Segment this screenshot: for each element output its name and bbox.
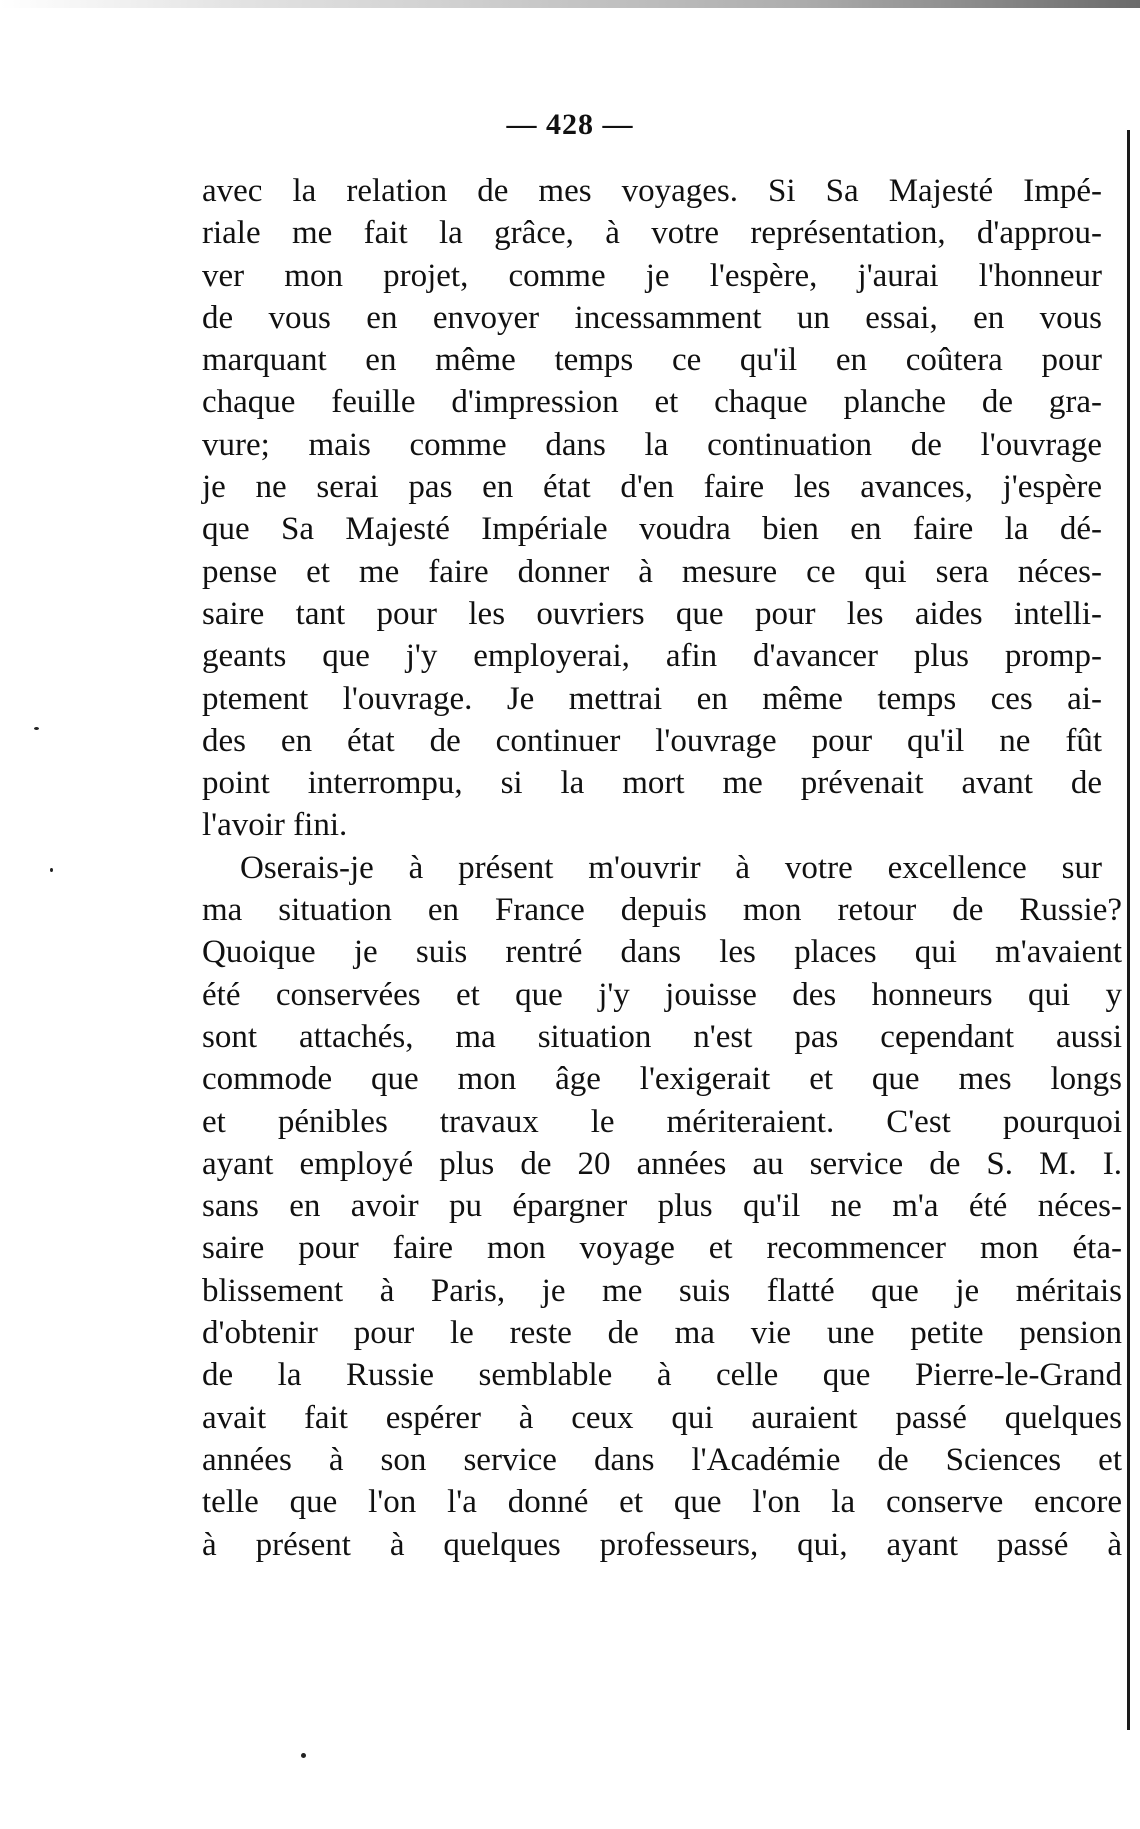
text-line: d'obtenir pour le reste de ma vie une petite pension bbox=[202, 1315, 1122, 1352]
text-line: que Sa Majesté Impériale voudra bien en faire la dé- bbox=[202, 511, 1102, 548]
text-line: saire pour faire mon voyage et recommencer mon éta- bbox=[202, 1230, 1122, 1267]
text-line: riale me fait la grâce, à votre représentation, d'approu- bbox=[202, 215, 1102, 252]
paragraph-2 bbox=[202, 847, 1122, 1566]
scan-top-edge bbox=[0, 0, 1140, 8]
text-line: de vous en envoyer incessamment un essai, en vous bbox=[202, 299, 1102, 336]
text-line: ptement l'ouvrage. Je mettrai en même temps ces ai- bbox=[202, 680, 1102, 717]
text-line: marquant en même temps ce qu'il en coûtera pour bbox=[202, 342, 1102, 379]
text-line: je ne serai pas en état d'en faire les avances, j'espère bbox=[202, 469, 1102, 506]
text-line: de la Russie semblable à celle que Pierre-le-Grand bbox=[202, 1357, 1122, 1394]
text-line: des en état de continuer l'ouvrage pour qu'il ne fût bbox=[202, 722, 1102, 759]
text-line: été conservées et que j'y jouisse des honneurs qui y bbox=[202, 976, 1122, 1013]
text-line: saire tant pour les ouvriers que pour les aides intelli- bbox=[202, 595, 1102, 632]
text-line: chaque feuille d'impression et chaque planche de gra- bbox=[202, 384, 1102, 421]
page-number: — 428 — bbox=[506, 108, 634, 141]
scan-right-edge bbox=[1127, 130, 1130, 1730]
dust-speck bbox=[301, 1753, 306, 1758]
text-line: l'avoir fini. bbox=[202, 807, 348, 844]
text-line: pense et me faire donner à mesure ce qui sera néces- bbox=[202, 553, 1102, 590]
text-line: ver mon projet, comme je l'espère, j'aurai l'honneur bbox=[202, 257, 1102, 294]
paragraph-1 bbox=[202, 170, 1102, 847]
text-line: telle que l'on l'a donné et que l'on la conserve encore bbox=[202, 1484, 1122, 1521]
text-line: avec la relation de mes voyages. Si Sa Majesté Impé- bbox=[202, 173, 1102, 209]
text-line: blissement à Paris, je me suis flatté que je méritais bbox=[202, 1272, 1122, 1309]
text-line: avait fait espérer à ceux qui auraient passé quelques bbox=[202, 1399, 1122, 1436]
text-line: vure; mais comme dans la continuation de l'ouvrage bbox=[202, 426, 1102, 463]
text-line: à présent à quelques professeurs, qui, ayant passé à bbox=[202, 1526, 1122, 1563]
text-line: sont attachés, ma situation n'est pas cependant aussi bbox=[202, 1018, 1122, 1055]
body-text bbox=[202, 170, 1122, 1566]
text-line: geants que j'y employerai, afin d'avancer plus promp- bbox=[202, 638, 1102, 675]
text-line: ayant employé plus de 20 années au service de S. M. I. bbox=[202, 1145, 1122, 1182]
dust-speck bbox=[50, 868, 53, 872]
dust-speck bbox=[34, 727, 39, 730]
text-line: sans en avoir pu épargner plus qu'il ne m'a été néces- bbox=[202, 1188, 1122, 1225]
text-line: Oserais-je à présent m'ouvrir à votre excellence sur bbox=[240, 849, 1102, 886]
text-line: ma situation en France depuis mon retour de Russie? bbox=[202, 892, 1122, 929]
text-line: Quoique je suis rentré dans les places qui m'avaient bbox=[202, 934, 1122, 971]
text-line: et pénibles travaux le mériteraient. C'est pourquoi bbox=[202, 1103, 1122, 1140]
text-line: commode que mon âge l'exigerait et que mes longs bbox=[202, 1061, 1122, 1098]
text-line: point interrompu, si la mort me prévenait avant de bbox=[202, 765, 1102, 802]
text-line: années à son service dans l'Académie de Sciences et bbox=[202, 1441, 1122, 1478]
